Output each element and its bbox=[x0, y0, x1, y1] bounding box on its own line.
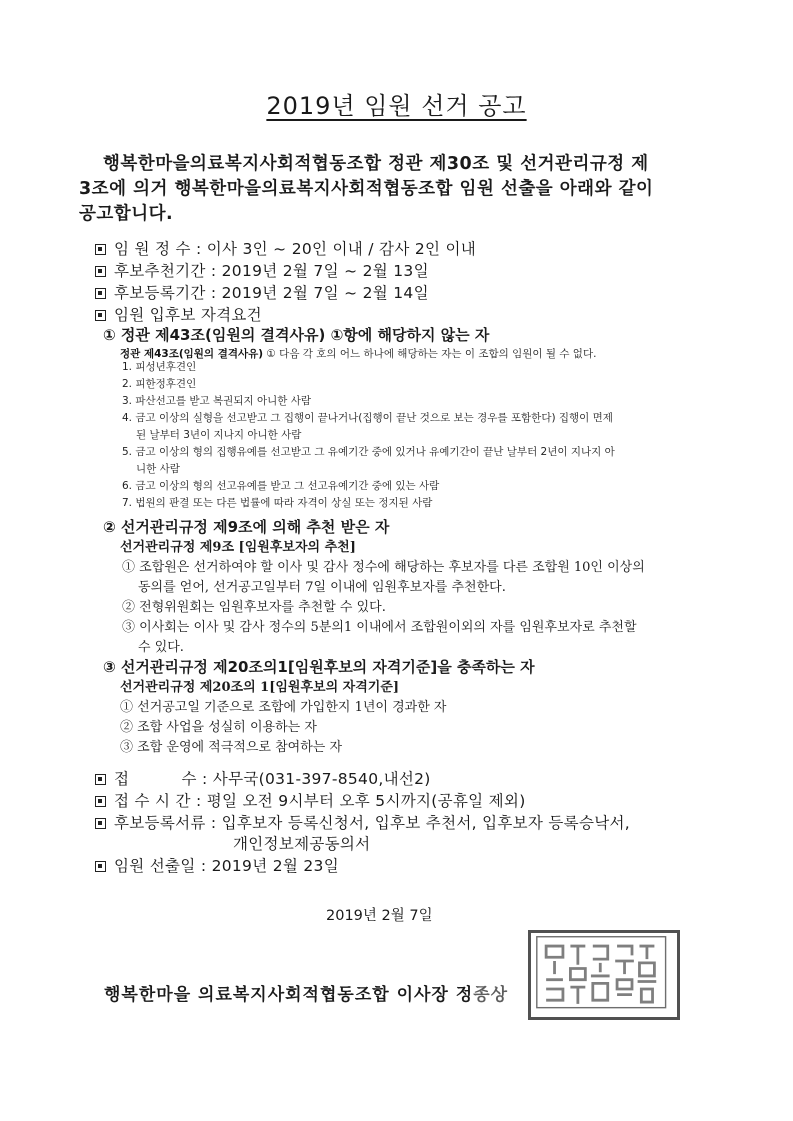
official-seal bbox=[528, 930, 680, 1020]
seal-icon bbox=[531, 933, 677, 1017]
list-item: 수 있다. bbox=[138, 640, 184, 655]
section3-heading: ③ 선거관리규정 제20조의1[임원후보의 자격기준]을 충족하는 자 bbox=[103, 658, 535, 676]
list-item: 1. 피성년후견인 bbox=[122, 361, 197, 373]
item-reception-time: 접 수 시 간 : 평일 오전 9시부터 오후 5시까지(공휴일 제외) bbox=[95, 789, 526, 811]
checkbox-bullet-icon bbox=[95, 861, 106, 872]
issue-date: 2019년 2월 7일 bbox=[326, 908, 433, 924]
list-item: 니한 사람 bbox=[136, 463, 180, 475]
section3-subheading: 선거관리규정 제20조의 1[임원후보의 자격기준] bbox=[120, 680, 400, 695]
checkbox-bullet-icon bbox=[95, 774, 106, 785]
section2-heading: ② 선거관리규정 제9조에 의해 추천 받은 자 bbox=[103, 518, 390, 536]
item-recommend-period: 후보추천기간 : 2019년 2월 7일 ~ 2월 13일 bbox=[95, 259, 429, 281]
checkbox-bullet-icon bbox=[95, 266, 106, 277]
intro-line-1: 행복한마을의료복지사회적협동조합 정관 제30조 및 선거관리규정 제 bbox=[103, 154, 649, 174]
item-register-period: 후보등록기간 : 2019년 2월 7일 ~ 2월 14일 bbox=[95, 281, 429, 303]
checkbox-bullet-icon bbox=[95, 288, 106, 299]
page-title: 2019년 임원 선거 공고 bbox=[266, 92, 527, 120]
list-item: ① 선거공고일 기준으로 조합에 가입한지 1년이 경과한 자 bbox=[120, 700, 447, 715]
list-item: ③ 조합 운영에 적극적으로 참여하는 자 bbox=[120, 740, 343, 755]
list-item: 4. 금고 이상의 실형을 선고받고 그 집행이 끝나거나(집행이 끝난 것으로 보는 경우를 포함한다) 집행이 면제 bbox=[122, 412, 613, 424]
section1-subheading: 정관 제43조(임원의 결격사유) ① 다음 각 호의 어느 하나에 해당하는 자는 이 조합의 임원이 될 수 없다. bbox=[120, 348, 597, 360]
signature-line: 행복한마을 의료복지사회적협동조합 이사장 정종상 bbox=[104, 985, 509, 1005]
list-item: ① 조합원은 선거하여야 할 이사 및 감사 정수에 해당하는 후보자를 다른 조합원 10인 이상의 bbox=[122, 560, 645, 575]
checkbox-bullet-icon bbox=[95, 818, 106, 829]
list-item: 6. 금고 이상의 형의 선고유예를 받고 그 선고유예기간 중에 있는 사람 bbox=[122, 480, 440, 492]
list-item: 된 날부터 3년이 지나지 아니한 사람 bbox=[136, 429, 302, 441]
checkbox-bullet-icon bbox=[95, 310, 106, 321]
list-item: 동의를 얻어, 선거공고일부터 7일 이내에 임원후보자를 추천한다. bbox=[138, 580, 506, 595]
list-item: 5. 금고 이상의 형의 집행유예를 선고받고 그 유예기간 중에 있거나 유예기간이 끝난 날부터 2년이 지나지 아 bbox=[122, 446, 615, 458]
list-item: ③ 이사회는 이사 및 감사 정수의 5분의1 이내에서 조합원이외의 자를 임원후보자로 추천할 bbox=[122, 620, 637, 635]
checkbox-bullet-icon bbox=[95, 796, 106, 807]
section2-subheading: 선거관리규정 제9조 [임원후보자의 추천] bbox=[120, 540, 356, 555]
list-item: ② 조합 사업을 성실히 이용하는 자 bbox=[120, 720, 317, 735]
intro-line-2: 3조에 의거 행복한마을의료복지사회적협동조합 임원 선출을 아래와 같이 bbox=[79, 179, 654, 199]
list-item: 2. 피한정후견인 bbox=[122, 378, 197, 390]
item-documents-cont: 개인정보제공동의서 bbox=[233, 835, 371, 853]
section1-heading: ① 정관 제43조(임원의 결격사유) ①항에 해당하지 않는 자 bbox=[103, 326, 490, 344]
list-item: 3. 파산선고를 받고 복권되지 아니한 사람 bbox=[122, 395, 311, 407]
item-documents: 후보등록서류 : 입후보자 등록신청서, 입후보 추천서, 입후보자 등록승낙서, bbox=[95, 811, 630, 833]
list-item: 7. 법원의 판결 또는 다른 법률에 따라 자격이 상실 또는 정지된 사람 bbox=[122, 497, 433, 509]
item-election-day: 임원 선출일 : 2019년 2월 23일 bbox=[95, 854, 339, 876]
intro-line-3: 공고합니다. bbox=[79, 204, 174, 224]
item-reception: 접 수 : 사무국(031-397-8540,내선2) bbox=[95, 767, 431, 789]
checkbox-bullet-icon bbox=[95, 244, 106, 255]
item-qualification: 임원 입후보 자격요건 bbox=[95, 303, 262, 325]
item-quota: 임 원 정 수 : 이사 3인 ~ 20인 이내 / 감사 2인 이내 bbox=[95, 237, 476, 259]
list-item: ② 전형위원회는 임원후보자를 추천할 수 있다. bbox=[122, 600, 386, 615]
